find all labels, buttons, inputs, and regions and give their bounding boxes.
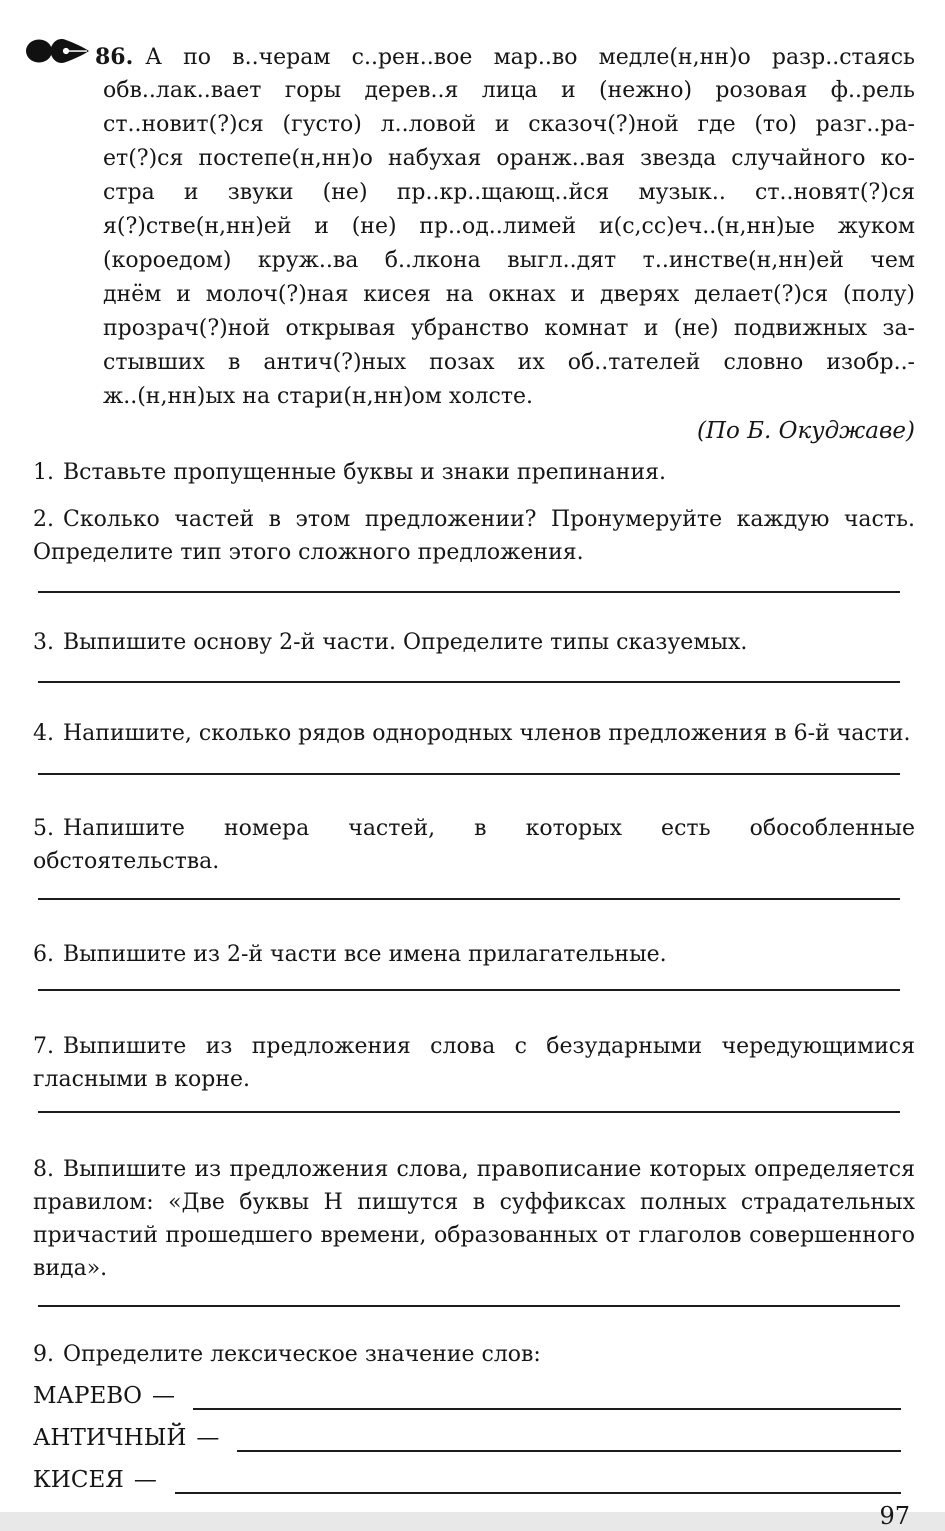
definition-term: МАРЕВО [33, 1383, 142, 1409]
exercise-line: ст..новит(?)ся (густо) л..ловой и сказоч(?)ной где (то) разг..ра- [103, 112, 915, 137]
pen-nib-icon [26, 36, 90, 66]
definition-row-antichny [33, 1417, 915, 1459]
question-6 [33, 938, 915, 971]
exercise-number: 86. [95, 44, 134, 70]
question-3 [33, 626, 915, 659]
definition-dash: — [196, 1425, 220, 1451]
exercise-line: стра и звуки (не) пр..кр..щающ..йся музык.. ст..новят(?)ся [103, 180, 915, 205]
question-number: 9. [33, 1342, 54, 1367]
exercise-line: прозрач(?)ной открывая убранство комнат и (не) подвижных за- [103, 316, 915, 341]
answer-line [38, 591, 900, 593]
exercise-line: стывших в антич(?)ных позах их об..тателей словно изобр..- [103, 350, 915, 375]
question-number: 7. [33, 1034, 54, 1059]
answer-line [38, 989, 900, 991]
answer-line [38, 898, 900, 900]
exercise-line: ет(?)ся постепе(н,нн)о набухая оранж..вая звезда случайного ко- [103, 146, 915, 171]
definitions-list [33, 1375, 915, 1501]
definition-term: КИСЕЯ [33, 1467, 124, 1493]
exercise-line: обв..лак..вает горы дерев..я лица и (нежно) розовая ф..рель [103, 78, 915, 103]
question-number: 8. [33, 1157, 54, 1182]
question-number: 2. [33, 507, 54, 532]
definition-row-kiseya [33, 1459, 915, 1501]
question-1 [33, 456, 915, 489]
exercise-line: (короедом) круж..ва б..лкона выгл..дят т..инстве(н,нн)ей чем [103, 248, 915, 273]
question-text: Вставьте пропущенные буквы и знаки препинания. [63, 460, 666, 485]
definition-blank-line [237, 1450, 901, 1452]
question-number: 1. [33, 460, 54, 485]
exercise-line: днём и молоч(?)ная кисея на окнах и дверях делает(?)ся (полу) [103, 282, 915, 307]
attribution: (По Б. Окуджаве) [696, 418, 915, 444]
definition-blank-line [193, 1408, 901, 1410]
question-5 [33, 812, 915, 878]
question-4 [33, 717, 915, 750]
question-text: Сколько частей в этом предложении? Пронумеруйте каждую часть. Определите тип этого сложного предложения. [33, 507, 915, 565]
question-number: 5. [33, 816, 54, 841]
question-8 [33, 1153, 915, 1285]
definition-term: АНТИЧНЫЙ [33, 1425, 187, 1451]
definition-row-marevo [33, 1375, 915, 1417]
exercise-line: ж..(н,нн)ых на стари(н,нн)ом холсте. [103, 384, 534, 409]
exercise-line-text: А по в..черам с..рен..вое мар..во медле(н,нн)о разр..стаясь [145, 45, 915, 70]
question-text: Выпишите основу 2-й части. Определите типы сказуемых. [63, 630, 748, 655]
exercise-line [95, 40, 915, 74]
answer-line [38, 681, 900, 683]
definition-dash: — [133, 1467, 157, 1493]
page-number: 97 [879, 1502, 910, 1530]
question-2 [33, 503, 915, 569]
question-number: 4. [33, 721, 54, 746]
question-text: Выпишите из предложения слова, правописание которых определяется правилом: «Две буквы Н пишутся в суффиксах полных страдательных причастий прошедшего времени, образованных от глаголов совершенного вида». [33, 1157, 915, 1281]
definition-blank-line [175, 1492, 901, 1494]
answer-line [38, 1111, 900, 1113]
question-text: Выпишите из 2-й части все имена прилагательные. [63, 942, 667, 967]
exercise-text [95, 40, 915, 414]
answer-line [38, 773, 900, 775]
exercise-line: я(?)стве(н,нн)ей и (не) пр..од..лимей и(с,сс)еч..(н,нн)ые жуком [103, 214, 915, 239]
question-7 [33, 1030, 915, 1096]
question-number: 3. [33, 630, 54, 655]
question-number: 6. [33, 942, 54, 967]
answer-line [38, 1305, 900, 1307]
question-9 [33, 1338, 915, 1371]
definition-dash: — [152, 1383, 175, 1409]
question-text: Напишите номера частей, в которых есть обособленные обстоятельства. [33, 816, 915, 874]
question-text: Напишите, сколько рядов однородных членов предложения в 6-й части. [63, 721, 911, 746]
question-text: Выпишите из предложения слова с безударными чередующимися гласными в корне. [33, 1034, 915, 1092]
question-text: Определите лексическое значение слов: [63, 1342, 541, 1367]
